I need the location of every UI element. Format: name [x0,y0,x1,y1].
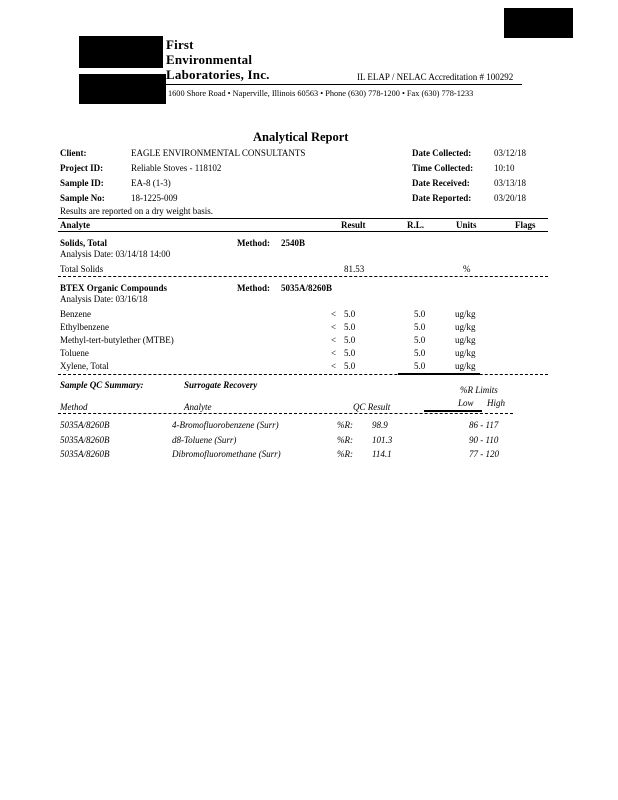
solids-separator [58,276,548,278]
btex-result: 5.0 [344,348,356,358]
btex-units: ug/kg [455,335,476,345]
qc-limits: 90 - 110 [469,435,499,445]
sample-no-label: Sample No: [60,193,105,203]
qc-high-label: High [487,398,505,408]
date-collected-label: Date Collected: [412,148,472,158]
company-name-line2: Environmental [166,52,253,67]
qc-surrogate-label: Surrogate Recovery [184,380,258,390]
company-address: 1600 Shore Road • Naperville, Illinois 60563 • Phone (630) 778-1200 • Fax (630) 778-1233 [168,89,474,98]
qc-result-header: QC Result [353,402,391,412]
btex-less-than: < [331,322,337,332]
company-name-line3: Laboratories, Inc. [166,67,270,82]
solids-section-title: Solids, Total [60,238,108,248]
solids-method-value: 2540B [281,238,306,248]
sample-no-value: 18-1225-009 [131,193,178,203]
header-rl: R.L. [407,220,425,230]
btex-rl: 5.0 [414,335,426,345]
btex-result: 5.0 [344,361,356,371]
qc-low-label: Low [458,398,474,408]
project-label: Project ID: [60,163,104,173]
report-title: Analytical Report [253,130,349,144]
btex-less-than: < [331,361,337,371]
btex-analysis-date: Analysis Date: 03/16/18 [60,294,148,304]
qc-header-separator [58,413,513,415]
btex-analyte: Benzene [60,309,91,319]
qc-method: 5035A/8260B [60,435,110,445]
btex-units: ug/kg [455,361,476,371]
qc-percent-r: %R: [337,449,353,459]
qc-method-header: Method [60,402,88,412]
redaction-block-top-right [504,8,573,38]
header-analyte: Analyte [60,220,90,230]
time-collected-value: 10:10 [494,163,515,173]
qc-method: 5035A/8260B [60,420,110,430]
table-header-rule [58,231,548,232]
sample-id-value: EA-8 (1-3) [131,178,171,188]
btex-units: ug/kg [455,309,476,319]
btex-rl: 5.0 [414,309,426,319]
btex-less-than: < [331,348,337,358]
qc-limits: 77 - 120 [469,449,499,459]
date-received-value: 03/13/18 [494,178,527,188]
btex-analyte: Methyl-tert-butylether (MTBE) [60,335,174,345]
solids-method-label: Method: [237,238,270,248]
btex-less-than: < [331,335,337,345]
project-value: Reliable Stoves - 118102 [131,163,222,173]
btex-analyte: Toluene [60,348,89,358]
btex-rl: 5.0 [414,361,426,371]
btex-method-value: 5035A/8260B [281,283,333,293]
date-received-label: Date Received: [412,178,470,188]
btex-result: 5.0 [344,322,356,332]
btex-units: ug/kg [455,348,476,358]
time-collected-label: Time Collected: [412,163,474,173]
total-solids-units: % [463,264,471,274]
btex-result: 5.0 [344,335,356,345]
total-solids-result: 81.53 [344,264,365,274]
qc-method: 5035A/8260B [60,449,110,459]
redaction-block-logo [79,36,163,68]
btex-method-label: Method: [237,283,270,293]
qc-limits-rule [424,410,482,412]
total-solids-analyte: Total Solids [60,264,104,274]
solids-analysis-date: Analysis Date: 03/14/18 14:00 [60,249,171,259]
qc-limits-label: %R Limits [460,385,498,395]
qc-analyte-header: Analyte [184,402,212,412]
qc-value: 114.1 [372,449,392,459]
redaction-block-logo-lower [79,74,166,104]
header-result: Result [341,220,366,230]
header-units: Units [456,220,477,230]
btex-result: 5.0 [344,309,356,319]
accreditation: IL ELAP / NELAC Accreditation # 100292 [357,72,514,82]
date-reported-label: Date Reported: [412,193,472,203]
qc-analyte: 4-Bromofluorobenzene (Surr) [172,420,279,430]
qc-percent-r: %R: [337,420,353,430]
qc-value: 101.3 [372,435,393,445]
basis-note: Results are reported on a dry weight basis. [60,206,213,216]
client-value: EAGLE ENVIRONMENTAL CONSULTANTS [131,148,306,158]
btex-less-than: < [331,309,337,319]
client-label: Client: [60,148,87,158]
company-name-line1: First [166,37,194,52]
qc-analyte: d8-Toluene (Surr) [172,435,237,445]
date-reported-value: 03/20/18 [494,193,527,203]
qc-value: 98.9 [372,420,388,430]
btex-analyte: Ethylbenzene [60,322,109,332]
sample-id-label: Sample ID: [60,178,104,188]
btex-rl: 5.0 [414,348,426,358]
qc-analyte: Dibromofluoromethane (Surr) [172,449,281,459]
qc-limits: 86 - 117 [469,420,499,430]
btex-analyte: Xylene, Total [60,361,109,371]
btex-units: ug/kg [455,322,476,332]
header-flags: Flags [515,220,536,230]
qc-summary-label: Sample QC Summary: [60,380,144,390]
header-rule [166,84,522,85]
btex-section-title: BTEX Organic Compounds [60,283,168,293]
btex-rl: 5.0 [414,322,426,332]
date-collected-value: 03/12/18 [494,148,527,158]
qc-percent-r: %R: [337,435,353,445]
table-top-rule [58,218,548,219]
btex-emphasis-rule [398,373,480,375]
